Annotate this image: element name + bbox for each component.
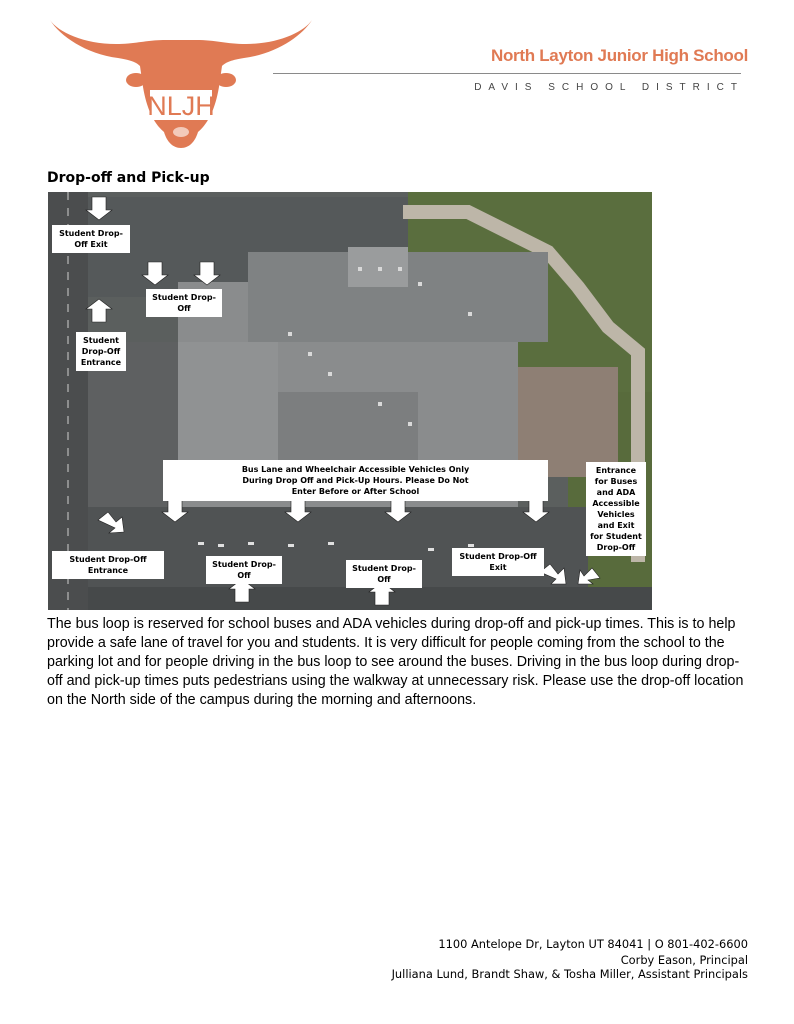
label-dropoff-south-1: Student Drop-Off xyxy=(206,556,282,584)
description-paragraph: The bus loop is reserved for school buses and ADA vehicles during drop-off and pick-up times. This is to help provide a safe lane of travel for you and students. It is very difficult for people coming from the school to the parking lot and for people driving in the bus loop to see around the buses. Driving in the bus loop during drop-off and pick-up times puts pedestrians using the walkway at unnecessary risk. Please use the drop-off location on the North side of the campus during the morning and afternoons. xyxy=(47,616,744,708)
footer-principal: Corby Eason, Principal xyxy=(620,953,748,967)
label-entrance-south: Student Drop-Off Entrance xyxy=(52,551,164,579)
label-bus-lane-notice: Bus Lane and Wheelchair Accessible Vehicles Only During Drop Off and Pick-Up Hours. Please Do Not Enter Before or After School xyxy=(163,460,548,501)
label-dropoff-south-2: Student Drop-Off xyxy=(346,560,422,588)
label-exit-north: Student Drop-Off Exit xyxy=(52,225,130,253)
label-bus-entrance: Entrance for Buses and ADA Accessible Vehicles and Exit for Student Drop-Off xyxy=(586,462,646,556)
header-divider xyxy=(273,73,741,74)
footer-address: 1100 Antelope Dr, Layton UT 84041 | O 801-402-6600 xyxy=(438,937,748,951)
label-dropoff-north: Student Drop-Off xyxy=(146,289,222,317)
logo-text: NLJH xyxy=(147,91,215,121)
map-graphics xyxy=(48,192,652,610)
longhorn-logo xyxy=(46,14,316,154)
school-name: North Layton Junior High School xyxy=(490,46,748,65)
section-title: Drop-off and Pick-up xyxy=(47,170,210,186)
label-exit-south: Student Drop-Off Exit xyxy=(452,548,544,576)
label-entrance-north: Student Drop-Off Entrance xyxy=(76,332,126,371)
aerial-map xyxy=(48,192,652,610)
footer-assistants: Julliana Lund, Brandt Shaw, & Tosha Miller, Assistant Principals xyxy=(391,967,748,981)
district-name: DAVIS SCHOOL DISTRICT xyxy=(474,82,744,93)
